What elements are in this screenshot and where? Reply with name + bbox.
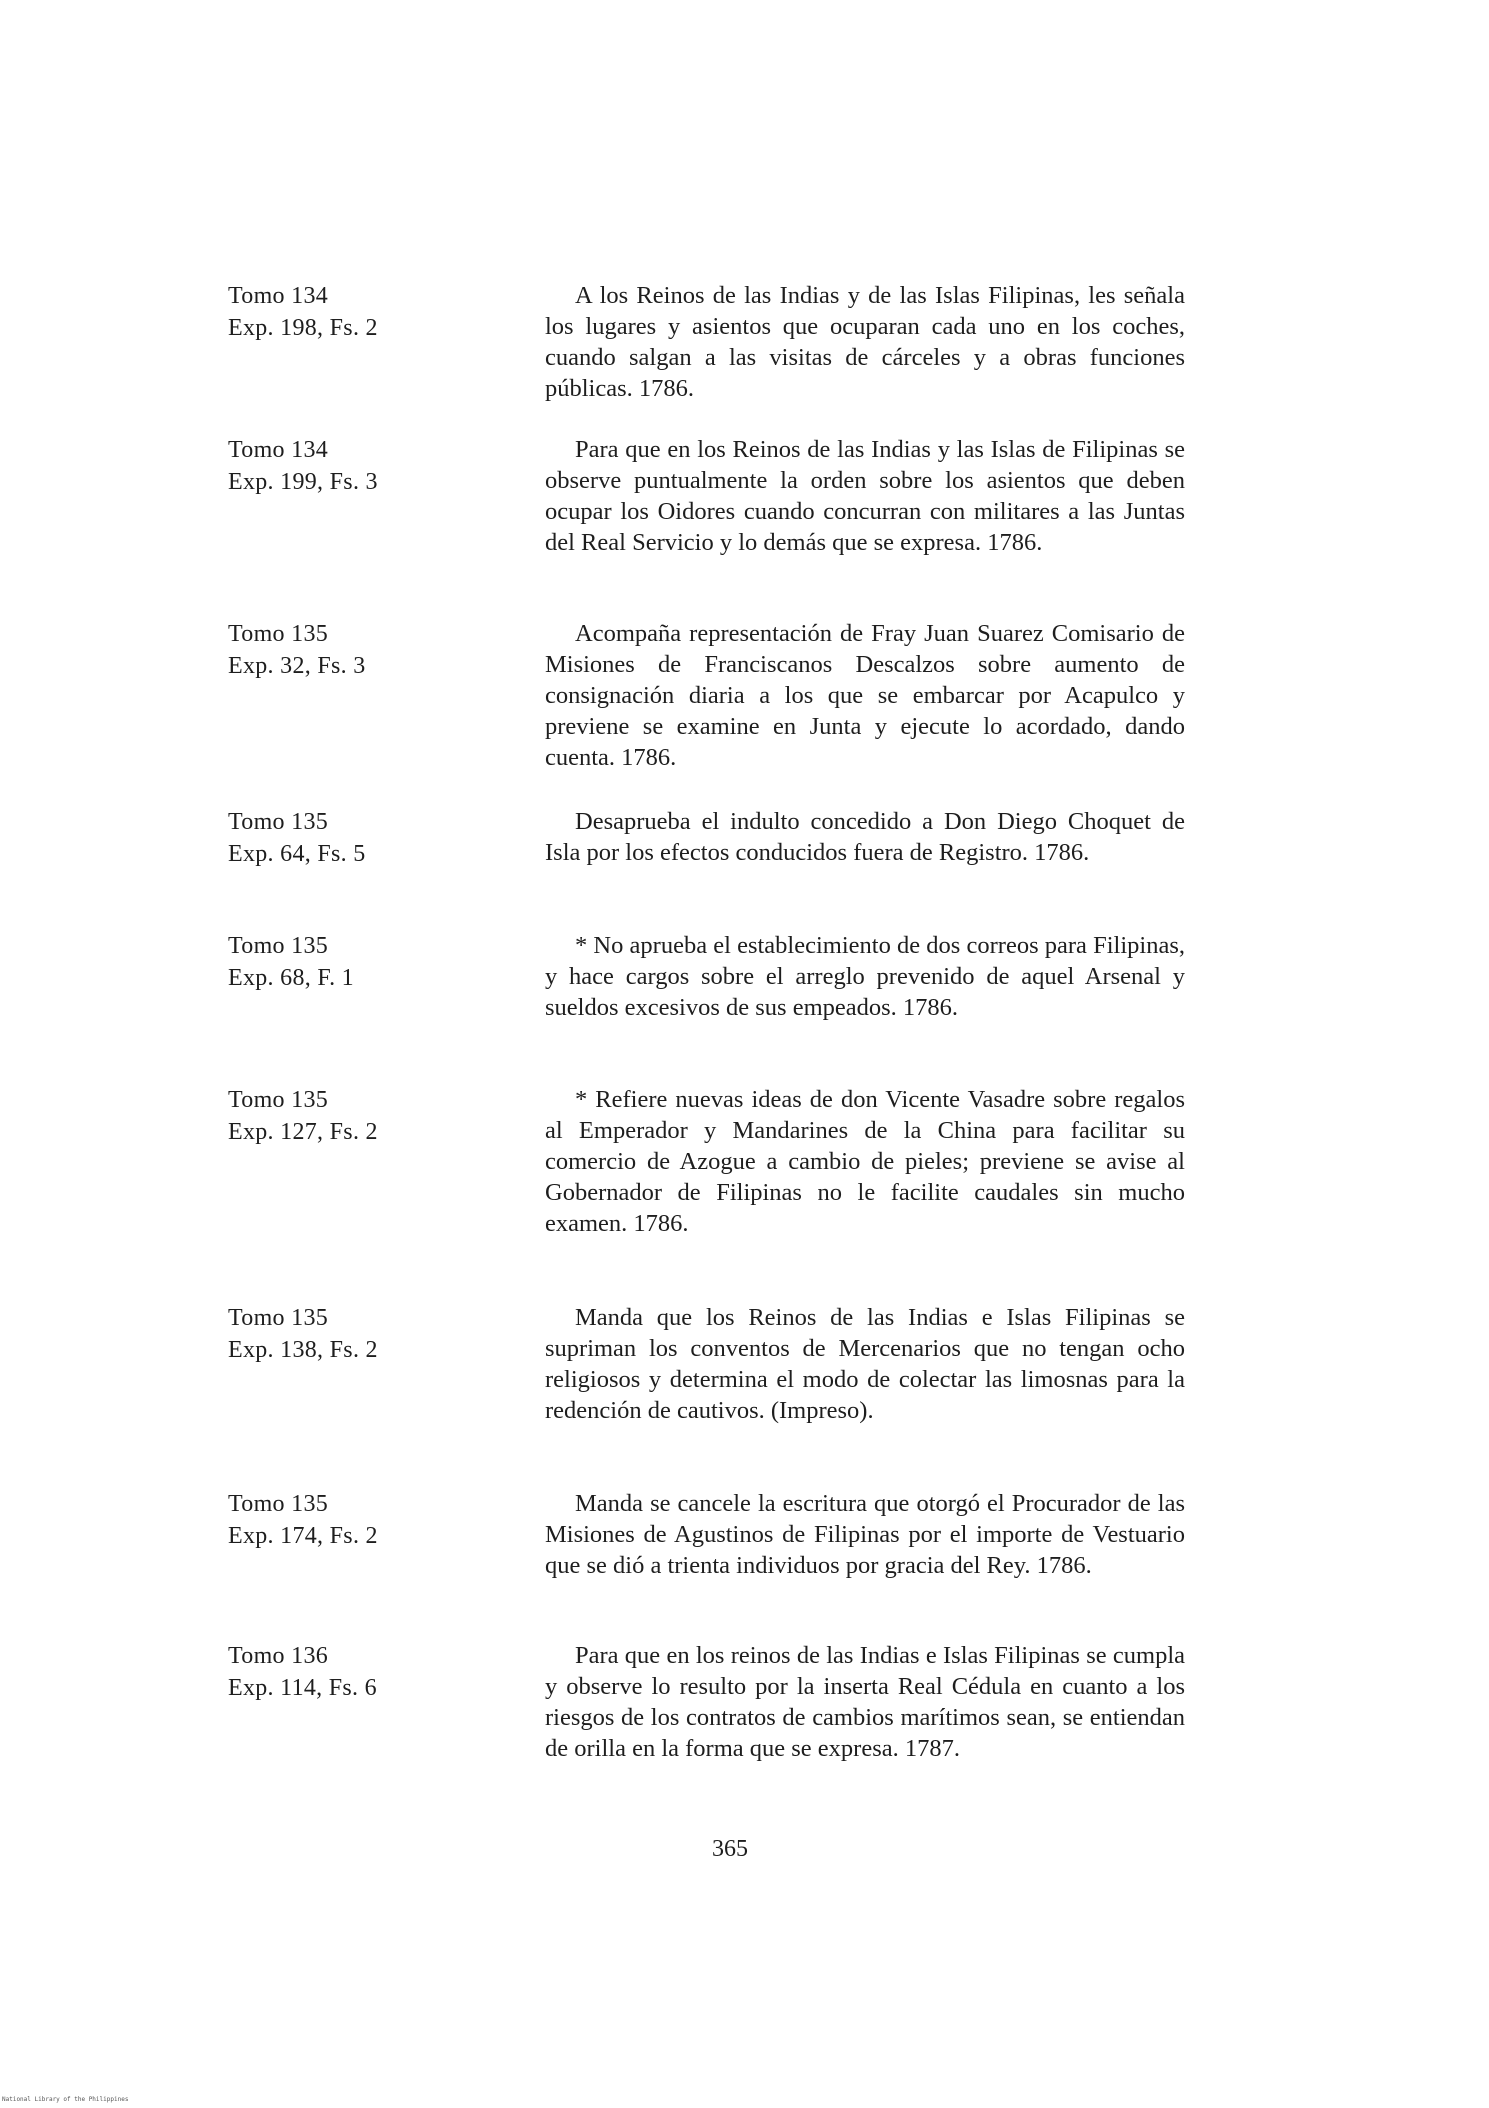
exp-label: Exp. 138, Fs. 2: [228, 1337, 378, 1363]
entry-description: Manda que los Reinos de las Indias e Islas Filipinas se supriman los conventos de Mercenarios que no tengan ocho religiosos y determina el modo de colectar las limosnas para la redención de cautivos. (Impreso).: [545, 1304, 1185, 1424]
entry-reference: [228, 930, 488, 994]
entry-reference: [228, 806, 488, 870]
entry-description: Para que en los Reinos de las Indias y las Islas de Filipinas se observe puntualmente la orden sobre los asientos que deben ocupar los Oidores cuando concurran con militares a las Juntas del Real Servicio y lo demás que se expresa. 1786.: [545, 436, 1185, 556]
exp-label: Exp. 127, Fs. 2: [228, 1119, 378, 1145]
entry-reference: [228, 1488, 488, 1552]
exp-label: Exp. 199, Fs. 3: [228, 469, 378, 495]
exp-label: Exp. 198, Fs. 2: [228, 315, 378, 341]
exp-label: Exp. 68, F. 1: [228, 965, 354, 991]
entry-description: * Refiere nuevas ideas de don Vicente Vasadre sobre regalos al Emperador y Mandarines de la China para facilitar su comercio de Azogue a cambio de pieles; previene se avise al Gobernador de Filipinas no le facilite caudales sin mucho examen. 1786.: [545, 1086, 1185, 1237]
entry-description: Desaprueba el indulto concedido a Don Diego Choquet de Isla por los efectos conducidos fuera de Registro. 1786.: [545, 808, 1185, 866]
tomo-label: Tomo 136: [228, 1643, 329, 1669]
exp-label: Exp. 32, Fs. 3: [228, 653, 366, 679]
entry-description: Acompaña representación de Fray Juan Suarez Comisario de Misiones de Franciscanos Descalzos sobre aumento de consignación diaria a los que se embarcar por Acapulco y previene se examine en Junta y ejecute lo acordado, dando cuenta. 1786.: [545, 620, 1185, 771]
entry-description: A los Reinos de las Indias y de las Islas Filipinas, les señala los lugares y asientos que ocuparan cada uno en los coches, cuando salgan a las visitas de cárceles y a obras funciones públicas. 1786.: [545, 282, 1185, 402]
tomo-label: Tomo 135: [228, 1087, 329, 1113]
entry-reference: [228, 1084, 488, 1148]
exp-label: Exp. 174, Fs. 2: [228, 1523, 378, 1549]
entry-reference: [228, 434, 488, 498]
tomo-label: Tomo 135: [228, 933, 329, 959]
scan-footer: National Library of the Philippines: [2, 2096, 129, 2103]
tomo-label: Tomo 135: [228, 1491, 329, 1517]
entry-reference: [228, 1640, 488, 1704]
entry-reference: [228, 618, 488, 682]
tomo-label: Tomo 134: [228, 437, 329, 463]
entry-description: * No aprueba el establecimiento de dos correos para Filipinas, y hace cargos sobre el arreglo prevenido de aquel Arsenal y sueldos excesivos de sus empeados. 1786.: [545, 932, 1185, 1021]
tomo-label: Tomo 135: [228, 621, 329, 647]
page-number: 365: [712, 1836, 748, 1862]
entry-description: Para que en los reinos de las Indias e Islas Filipinas se cumpla y observe lo resulto por la inserta Real Cédula en cuanto a los riesgos de los contratos de cambios marítimos sean, se entiendan de orilla en la forma que se expresa. 1787.: [545, 1642, 1185, 1762]
exp-label: Exp. 114, Fs. 6: [228, 1675, 377, 1701]
entry-reference: [228, 1302, 488, 1366]
exp-label: Exp. 64, Fs. 5: [228, 841, 366, 867]
tomo-label: Tomo 135: [228, 1305, 329, 1331]
tomo-label: Tomo 135: [228, 809, 329, 835]
entry-description: Manda se cancele la escritura que otorgó el Procurador de las Misiones de Agustinos de Filipinas por el importe de Vestuario que se dió a trienta individuos por gracia del Rey. 1786.: [545, 1490, 1185, 1579]
entry-reference: [228, 280, 488, 344]
tomo-label: Tomo 134: [228, 283, 329, 309]
